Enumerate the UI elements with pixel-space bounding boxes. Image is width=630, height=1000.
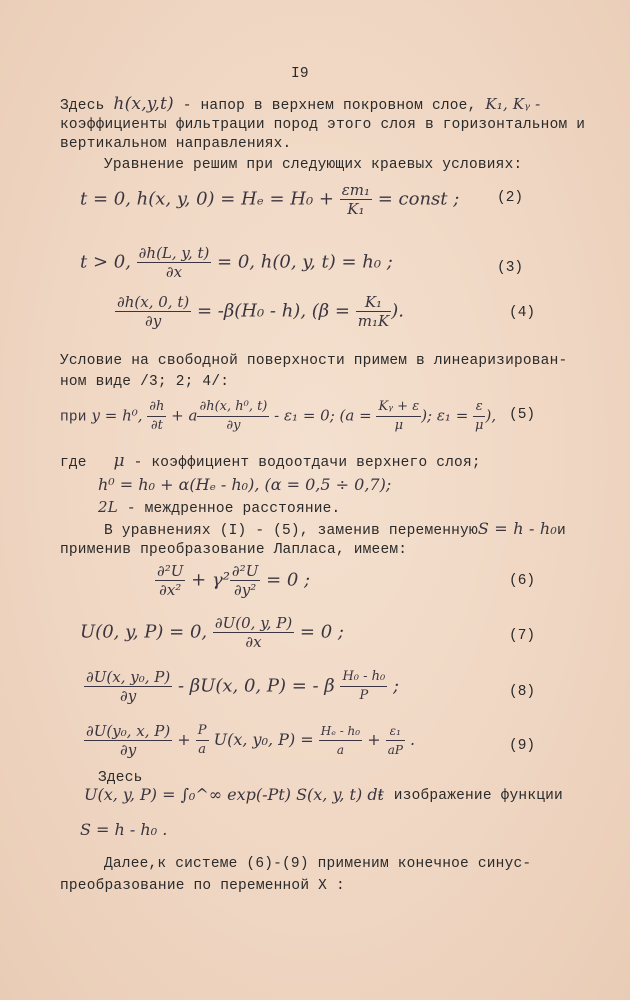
eq9-plus: +	[172, 730, 196, 749]
eq9-numerator-3: Hₑ - h₀	[319, 722, 362, 741]
eq9-plus-2: +	[362, 730, 386, 749]
eq3-condition: t > 0,	[80, 251, 137, 273]
eq4-fraction	[115, 293, 191, 330]
paragraph-7-line-2: преобразование по переменной X :	[60, 878, 345, 894]
paragraph-3-line-1: Условие на свободной поверхности примем в линеаризирован-	[60, 353, 568, 369]
eq5-plus-a: + a	[166, 406, 198, 425]
eq5-denominator-3: μ	[394, 418, 404, 433]
eq9-fraction-3	[319, 722, 362, 759]
eq5-fraction-2	[197, 398, 269, 435]
filtration-coefficients: K₁, Kᵧ -	[485, 95, 541, 113]
equation-8	[84, 668, 399, 705]
eq8-numerator: ∂U(x, y₀, P)	[86, 668, 171, 686]
eq5-fraction-4	[473, 398, 485, 435]
eq4-rhs: = -β(H₀ - h), (β =	[191, 300, 356, 322]
eq9-tail: .	[404, 730, 416, 749]
eq8-tail: ;	[387, 675, 400, 697]
equation-2	[80, 181, 459, 218]
eq9-fraction-2	[196, 722, 209, 759]
eq5-tail: ),	[485, 406, 497, 425]
eq9-fraction-1	[84, 722, 172, 759]
eq9-middle: U(x, y₀, P) =	[208, 730, 319, 749]
eq9-denominator-2: a	[198, 742, 207, 757]
equation-5	[60, 398, 496, 435]
drain-spacing-symbol: 2L	[98, 498, 118, 516]
eq5-numerator-3: Kᵧ + ε	[376, 398, 421, 417]
s-definition: S = h - h₀ .	[80, 820, 168, 839]
eq5-denominator-4: μ	[475, 418, 484, 433]
eq5-condition: y = h⁰,	[91, 406, 148, 425]
paragraph-6-here: Здесь	[98, 770, 143, 786]
eq6-denominator-2: ∂y²	[234, 581, 257, 599]
eq2-numerator: εm₁	[341, 181, 371, 199]
eq7-numerator: ∂U(0, y, P)	[214, 614, 293, 632]
page-number: I9	[291, 66, 309, 82]
eq9-numerator-1: ∂U(y₀, x, P)	[86, 722, 171, 740]
paragraph-3-line-2: ном виде /3; 2; 4/:	[60, 374, 230, 390]
mu-symbol: μ	[113, 451, 125, 471]
eq8-denominator-2: P	[359, 688, 369, 703]
eq2-tail: = const ;	[372, 188, 460, 210]
mu-description: - коэффициент водоотдачи верхнего слоя;	[133, 455, 481, 471]
paragraph-1-line-2: коэффициенты фильтрации пород этого слоя в горизонтальном и	[60, 117, 586, 133]
drain-spacing-desc: - междренное расстояние.	[126, 501, 341, 517]
equation-7	[80, 614, 344, 651]
head-function: h(x,y,t)	[113, 94, 174, 114]
paragraph-4-line-3	[98, 498, 340, 518]
eq4-beta-denominator: m₁K	[357, 312, 390, 330]
equation-9-label: (9)	[509, 738, 536, 754]
equation-4	[115, 293, 404, 330]
substitution: S = h - h₀	[477, 519, 557, 538]
equation-7-label: (7)	[509, 628, 536, 644]
eq5-eps-def: ); ε₁ =	[421, 406, 474, 425]
eq6-numerator-2: ∂²U	[231, 562, 259, 580]
eq3-fraction	[137, 244, 212, 281]
eq3-numerator: ∂h(L, y, t)	[138, 244, 210, 262]
eq4-denominator: ∂y	[145, 312, 162, 330]
eq4-tail: ).	[391, 300, 404, 322]
paragraph-5-line-2: применив преобразование Лапласа, имеем:	[60, 542, 408, 558]
eq2-fraction	[340, 181, 372, 218]
eq6-fraction-2	[230, 562, 260, 599]
h0-formula: h⁰ = h₀ + α(Hₑ - h₀), (α = 0,5 ÷ 0,7);	[98, 475, 392, 494]
laplace-image-desc: - изображение функции	[376, 788, 563, 804]
eq4-numerator: ∂h(x, 0, t)	[117, 293, 190, 311]
eq6-gamma: + γ²	[185, 569, 230, 591]
eq5-fraction-1	[147, 398, 166, 435]
eq2-lhs: t = 0, h(x, y, 0) = Hₑ = H₀ +	[80, 188, 340, 210]
paragraph-7-line-1: Далее,к системе (6)-(9) применим конечное синус-	[104, 856, 532, 872]
eq5-denominator-2: ∂y	[226, 418, 241, 433]
eq8-denominator: ∂y	[119, 687, 137, 705]
eq7-denominator: ∂x	[245, 633, 262, 651]
eq8-middle: - βU(x, 0, P) = - β	[172, 675, 341, 697]
eq9-numerator-4: ε₁	[386, 722, 405, 741]
eq5-numerator-2: ∂h(x, h⁰, t)	[197, 398, 269, 417]
equation-6	[155, 562, 310, 599]
eq6-numerator-1: ∂²U	[157, 562, 184, 580]
eq5-middle: - ε₁ = 0; (a =	[269, 406, 377, 425]
paragraph-1-line-1	[60, 95, 540, 115]
eq5-numerator-4: ε	[473, 398, 485, 417]
eq8-numerator-2: H₀ - h₀	[340, 668, 387, 687]
equation-8-label: (8)	[509, 684, 536, 700]
eq4-beta-fraction	[356, 293, 391, 330]
paragraph-5-line-1	[104, 520, 566, 540]
eq9-denominator-1: ∂y	[119, 741, 137, 759]
eq7-lhs: U(0, y, P) = 0,	[80, 621, 213, 643]
equation-9	[84, 722, 415, 759]
paragraph-4-line-1	[60, 452, 481, 472]
text-head-desc: - напор в верхнем покровном слое,	[182, 98, 477, 114]
equation-5-label: (5)	[509, 407, 536, 423]
equation-2-label: (2)	[497, 190, 524, 206]
eq9-denominator-4: aP	[387, 743, 403, 757]
eq8-fraction-2	[340, 668, 387, 705]
eq3-denominator: ∂x	[165, 263, 183, 281]
eq6-tail: = 0 ;	[260, 569, 311, 591]
equation-4-label: (4)	[509, 305, 536, 321]
eq3-rhs: = 0, h(0, y, t) = h₀ ;	[211, 251, 393, 273]
text-here: Здесь	[60, 98, 105, 114]
equation-3-label: (3)	[497, 260, 524, 276]
paragraph-1-line-3: вертикальном направлениях.	[60, 136, 292, 152]
eq2-denominator: K₁	[347, 200, 365, 218]
eq6-denominator-1: ∂x²	[159, 581, 182, 599]
eq5-fraction-3	[376, 398, 421, 435]
paragraph-2: Уравнение решим при следующих краевых условиях:	[104, 157, 523, 173]
eq9-fraction-4	[386, 722, 405, 759]
eq6-fraction-1	[155, 562, 185, 599]
text-and: и	[557, 523, 566, 539]
eq5-when: при	[60, 409, 87, 426]
eq8-fraction	[84, 668, 172, 705]
eq5-denominator-1: ∂t	[150, 418, 163, 433]
eq5-numerator-1: ∂h	[147, 398, 166, 417]
eq7-tail: = 0 ;	[294, 621, 344, 643]
text-where: где	[60, 455, 87, 471]
text-replacing: В уравнениях (I) - (5), заменив переменную	[104, 523, 478, 539]
eq7-fraction	[213, 614, 294, 651]
eq9-numerator-2: P	[196, 722, 209, 741]
equation-3	[80, 244, 393, 281]
laplace-image-formula: U(x, y, P) = ∫₀^∞ exp(-Pt) S(x, y, t) dt	[84, 785, 384, 804]
eq4-beta-numerator: K₁	[356, 293, 391, 312]
equation-6-label: (6)	[509, 573, 536, 589]
eq9-denominator-3: a	[336, 743, 345, 757]
